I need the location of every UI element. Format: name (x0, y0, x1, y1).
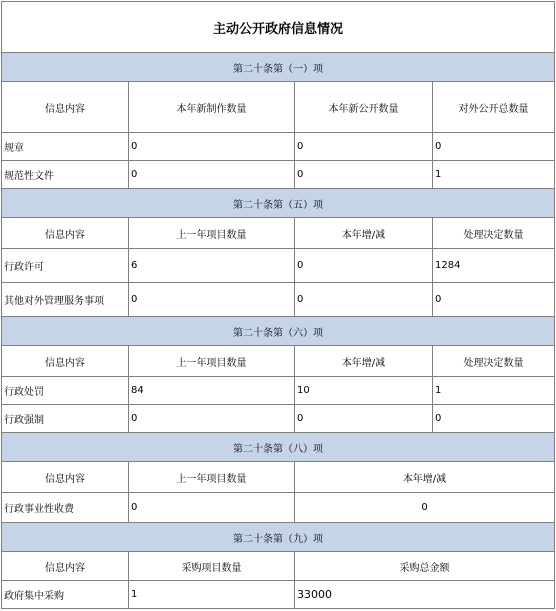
table-cell: 0 (295, 493, 555, 523)
table-cell: 1 (129, 581, 295, 609)
column-header: 处理决定数量 (433, 218, 555, 249)
column-header: 上一年项目数量 (129, 346, 295, 377)
table-cell: 0 (433, 405, 555, 433)
column-header: 本年增/减 (295, 346, 433, 377)
section-heading: 第二十条第（六）项 (2, 317, 555, 346)
table-cell: 0 (433, 283, 555, 317)
section-heading: 第二十条第（一）项 (2, 53, 555, 82)
column-header: 本年增/减 (295, 462, 555, 493)
section-heading: 第二十条第（五）项 (2, 189, 555, 218)
row-label: 行政许可 (2, 249, 129, 283)
row-label: 规章 (2, 133, 129, 161)
table-cell: 0 (295, 133, 433, 161)
table-cell: 1 (433, 377, 555, 405)
table-cell: 0 (129, 133, 295, 161)
column-header: 采购项目数量 (129, 552, 295, 581)
table-cell: 33000 (295, 581, 555, 609)
column-header: 上一年项目数量 (129, 218, 295, 249)
row-label: 其他对外管理服务事项 (2, 283, 129, 317)
table-row (2, 377, 555, 405)
table-row (2, 133, 555, 161)
table-row (2, 161, 555, 189)
table-row (2, 249, 555, 283)
column-header: 采购总金额 (295, 552, 555, 581)
table-cell: 1 (433, 161, 555, 189)
table-row (2, 405, 555, 433)
table-cell: 0 (129, 493, 295, 523)
table-cell: 0 (129, 405, 295, 433)
table-cell: 0 (129, 161, 295, 189)
table-cell: 0 (295, 161, 433, 189)
column-header: 上一年项目数量 (129, 462, 295, 493)
row-label: 政府集中采购 (2, 581, 129, 609)
table-row (2, 581, 555, 609)
table-cell: 0 (129, 283, 295, 317)
column-header: 本年增/减 (295, 218, 433, 249)
row-label: 规范性文件 (2, 161, 129, 189)
table-cell: 0 (295, 249, 433, 283)
table-cell: 0 (433, 133, 555, 161)
section-heading: 第二十条第（九）项 (2, 523, 555, 552)
disclosure-table (1, 1, 555, 609)
table-row (2, 283, 555, 317)
column-header: 信息内容 (2, 552, 129, 581)
table-cell: 0 (295, 405, 433, 433)
column-header: 处理决定数量 (433, 346, 555, 377)
row-label: 行政处罚 (2, 377, 129, 405)
column-header: 信息内容 (2, 82, 129, 133)
column-header: 信息内容 (2, 218, 129, 249)
table-cell: 84 (129, 377, 295, 405)
table-title: 主动公开政府信息情况 (2, 2, 555, 53)
table-cell: 1284 (433, 249, 555, 283)
table-row (2, 493, 555, 523)
column-header: 对外公开总数量 (433, 82, 555, 133)
row-label: 行政强制 (2, 405, 129, 433)
column-header: 本年新制作数量 (129, 82, 295, 133)
table-cell: 0 (295, 283, 433, 317)
section-heading: 第二十条第（八）项 (2, 433, 555, 462)
table-cell: 6 (129, 249, 295, 283)
row-label: 行政事业性收费 (2, 493, 129, 523)
column-header: 信息内容 (2, 346, 129, 377)
column-header: 本年新公开数量 (295, 82, 433, 133)
table-cell: 10 (295, 377, 433, 405)
column-header: 信息内容 (2, 462, 129, 493)
